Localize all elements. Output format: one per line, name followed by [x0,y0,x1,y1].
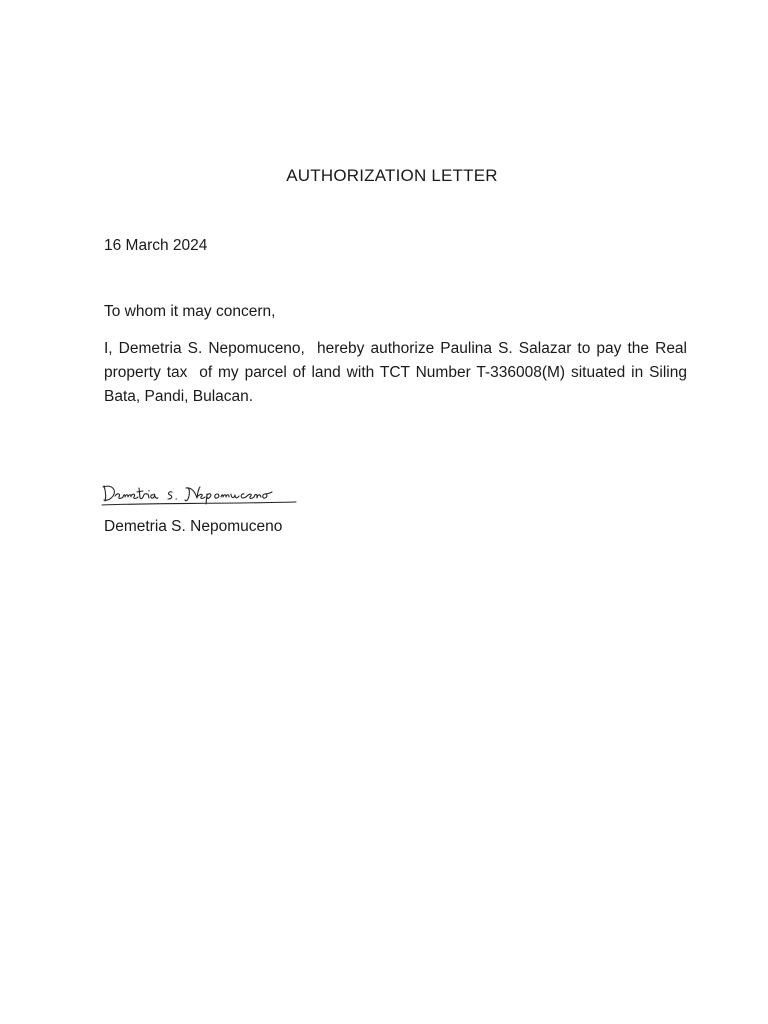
letter-date: 16 March 2024 [104,237,208,254]
letter-salutation: To whom it may concern, [104,303,276,320]
letter-title: AUTHORIZATION LETTER [286,166,498,185]
letter-body: I, Demetria S. Nepomuceno, hereby authorize Paulina S. Salazar to pay the Real property tax of my parcel of land with TCT Number T-336008(M) situated in Siling Bata, Pandi, Bulacan. [104,340,692,405]
signatory-name: Demetria S. Nepomuceno [104,518,283,535]
handwritten-signature [100,478,300,508]
